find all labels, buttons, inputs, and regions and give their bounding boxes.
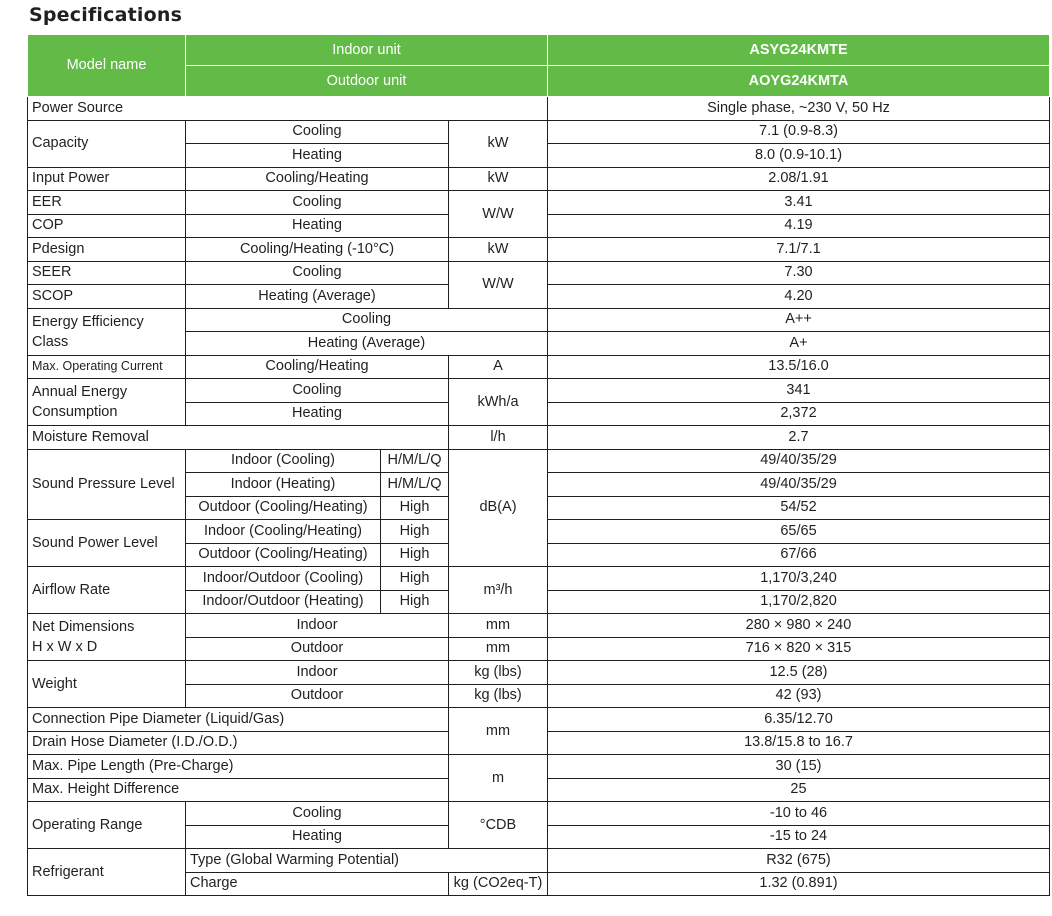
airflow-label: Airflow Rate	[28, 567, 186, 614]
annual-energy-label	[28, 379, 186, 426]
max-current-value: 13.5/16.0	[548, 355, 1050, 379]
seer-label: SEER	[28, 261, 186, 285]
weight-indoor-label: Indoor	[186, 661, 449, 685]
max-current-label: Max. Operating Current	[28, 355, 186, 379]
height-diff-value: 25	[548, 778, 1050, 802]
table-row	[28, 261, 1050, 285]
table-row	[28, 379, 1050, 403]
pdesign-value: 7.1/7.1	[548, 238, 1050, 262]
table-row	[28, 120, 1050, 144]
spl-r1-mode: Indoor (Cooling)	[186, 449, 381, 473]
seer-value: 7.30	[548, 261, 1050, 285]
weight-outdoor-unit: kg (lbs)	[449, 684, 548, 708]
model-name-label: Model name	[28, 35, 186, 97]
energy-class-heating-label: Heating (Average)	[186, 332, 548, 356]
eer-cop-unit: W/W	[449, 191, 548, 238]
table-row	[28, 849, 1050, 873]
table-row	[28, 614, 1050, 638]
eer-mode: Cooling	[186, 191, 449, 215]
spl-r2-mode: Indoor (Heating)	[186, 473, 381, 497]
height-diff-label: Max. Height Difference	[28, 778, 449, 802]
capacity-label: Capacity	[28, 120, 186, 167]
capacity-unit: kW	[449, 120, 548, 167]
table-row	[28, 449, 1050, 473]
outdoor-unit-label: Outdoor unit	[186, 66, 548, 97]
page-title: Specifications	[29, 4, 183, 26]
spl-r1-level: H/M/L/Q	[381, 449, 449, 473]
table-row	[28, 567, 1050, 591]
input-power-unit: kW	[449, 167, 548, 191]
dimensions-indoor-label: Indoor	[186, 614, 449, 638]
airflow-r1-value: 1,170/3,240	[548, 567, 1050, 591]
airflow-unit: m³/h	[449, 567, 548, 614]
swl-r2-value: 67/66	[548, 543, 1050, 567]
energy-class-label-line2: Class	[32, 333, 69, 350]
indoor-unit-label: Indoor unit	[186, 35, 548, 66]
table-row	[28, 755, 1050, 779]
pdesign-unit: kW	[449, 238, 548, 262]
operating-range-unit: °CDB	[449, 802, 548, 849]
airflow-r2-value: 1,170/2,820	[548, 590, 1050, 614]
input-power-mode: Cooling/Heating	[186, 167, 449, 191]
airflow-r1-level: High	[381, 567, 449, 591]
operating-range-cooling-value: -10 to 46	[548, 802, 1050, 826]
outdoor-model-value: AOYG24KMTA	[548, 66, 1050, 97]
dimensions-outdoor-unit: mm	[449, 637, 548, 661]
table-row	[28, 661, 1050, 685]
energy-class-heating-value: A+	[548, 332, 1050, 356]
table-row	[28, 355, 1050, 379]
energy-class-label	[28, 308, 186, 355]
power-source-label: Power Source	[28, 97, 548, 121]
table-row	[28, 708, 1050, 732]
table-row	[28, 167, 1050, 191]
swl-r2-mode: Outdoor (Cooling/Heating)	[186, 543, 381, 567]
scop-label: SCOP	[28, 285, 186, 309]
refrigerant-type-value: R32 (675)	[548, 849, 1050, 873]
spl-r1-value: 49/40/35/29	[548, 449, 1050, 473]
swl-r1-mode: Indoor (Cooling/Heating)	[186, 520, 381, 544]
refrigerant-type-label: Type (Global Warming Potential)	[186, 849, 548, 873]
refrigerant-charge-unit: kg (CO2eq-T)	[449, 872, 548, 896]
annual-energy-cooling-label: Cooling	[186, 379, 449, 403]
drain-hose-label: Drain Hose Diameter (I.D./O.D.)	[28, 731, 449, 755]
spl-r2-value: 49/40/35/29	[548, 473, 1050, 497]
weight-indoor-unit: kg (lbs)	[449, 661, 548, 685]
input-power-value: 2.08/1.91	[548, 167, 1050, 191]
airflow-r1-mode: Indoor/Outdoor (Cooling)	[186, 567, 381, 591]
max-current-unit: A	[449, 355, 548, 379]
seer-scop-unit: W/W	[449, 261, 548, 308]
eer-label: EER	[28, 191, 186, 215]
refrigerant-charge-label: Charge	[186, 872, 449, 896]
indoor-model-value: ASYG24KMTE	[548, 35, 1050, 66]
weight-indoor-value: 12.5 (28)	[548, 661, 1050, 685]
refrigerant-label: Refrigerant	[28, 849, 186, 896]
annual-energy-heating-label: Heating	[186, 402, 449, 426]
sound-unit: dB(A)	[449, 449, 548, 567]
operating-range-label: Operating Range	[28, 802, 186, 849]
pipe-diameter-value: 6.35/12.70	[548, 708, 1050, 732]
weight-outdoor-value: 42 (93)	[548, 684, 1050, 708]
table-row	[28, 308, 1050, 332]
capacity-cooling-label: Cooling	[186, 120, 449, 144]
swl-r1-value: 65/65	[548, 520, 1050, 544]
table-row	[28, 97, 1050, 121]
spl-label: Sound Pressure Level	[28, 449, 186, 520]
dimensions-label	[28, 614, 186, 661]
operating-range-heating-label: Heating	[186, 825, 449, 849]
spl-r3-mode: Outdoor (Cooling/Heating)	[186, 496, 381, 520]
energy-class-cooling-value: A++	[548, 308, 1050, 332]
dimensions-label-line1: Net Dimensions	[32, 619, 135, 635]
eer-value: 3.41	[548, 191, 1050, 215]
pipe-diameter-label: Connection Pipe Diameter (Liquid/Gas)	[28, 708, 449, 732]
header-row-indoor	[28, 35, 1050, 66]
annual-energy-heating-value: 2,372	[548, 402, 1050, 426]
drain-hose-value: 13.8/15.8 to 16.7	[548, 731, 1050, 755]
pdesign-label: Pdesign	[28, 238, 186, 262]
weight-outdoor-label: Outdoor	[186, 684, 449, 708]
dimensions-outdoor-value: 716 × 820 × 315	[548, 637, 1050, 661]
pipe-unit: mm	[449, 708, 548, 755]
capacity-heating-label: Heating	[186, 144, 449, 168]
refrigerant-charge-value: 1.32 (0.891)	[548, 872, 1050, 896]
capacity-cooling-value: 7.1 (0.9-8.3)	[548, 120, 1050, 144]
capacity-heating-value: 8.0 (0.9-10.1)	[548, 144, 1050, 168]
moisture-unit: l/h	[449, 426, 548, 450]
moisture-value: 2.7	[548, 426, 1050, 450]
dimensions-outdoor-label: Outdoor	[186, 637, 449, 661]
table-row	[28, 802, 1050, 826]
pipe-length-value: 30 (15)	[548, 755, 1050, 779]
input-power-label: Input Power	[28, 167, 186, 191]
cop-value: 4.19	[548, 214, 1050, 238]
operating-range-cooling-label: Cooling	[186, 802, 449, 826]
spl-r3-value: 54/52	[548, 496, 1050, 520]
pdesign-mode: Cooling/Heating (-10°C)	[186, 238, 449, 262]
weight-label: Weight	[28, 661, 186, 708]
table-row	[28, 238, 1050, 262]
annual-energy-cooling-value: 341	[548, 379, 1050, 403]
dimensions-label-line2: H x W x D	[32, 639, 98, 655]
moisture-label: Moisture Removal	[28, 426, 449, 450]
length-unit: m	[449, 755, 548, 802]
scop-mode: Heating (Average)	[186, 285, 449, 309]
airflow-r2-level: High	[381, 590, 449, 614]
annual-energy-label-line1: Annual Energy	[32, 384, 128, 400]
annual-energy-unit: kWh/a	[449, 379, 548, 426]
swl-label: Sound Power Level	[28, 520, 186, 567]
swl-r2-level: High	[381, 543, 449, 567]
dimensions-indoor-unit: mm	[449, 614, 548, 638]
energy-class-label-line1: Energy Efficiency	[32, 313, 144, 330]
cop-label: COP	[28, 214, 186, 238]
cop-mode: Heating	[186, 214, 449, 238]
spl-r2-level: H/M/L/Q	[381, 473, 449, 497]
table-row	[28, 426, 1050, 450]
max-current-mode: Cooling/Heating	[186, 355, 449, 379]
spl-r3-level: High	[381, 496, 449, 520]
scop-value: 4.20	[548, 285, 1050, 309]
seer-mode: Cooling	[186, 261, 449, 285]
annual-energy-label-line2: Consumption	[32, 404, 118, 420]
swl-r1-level: High	[381, 520, 449, 544]
operating-range-heating-value: -15 to 24	[548, 825, 1050, 849]
dimensions-indoor-value: 280 × 980 × 240	[548, 614, 1050, 638]
specifications-table	[27, 34, 1050, 896]
power-source-value: Single phase, ~230 V, 50 Hz	[548, 97, 1050, 121]
pipe-length-label: Max. Pipe Length (Pre-Charge)	[28, 755, 449, 779]
energy-class-cooling-label: Cooling	[186, 308, 548, 332]
table-row	[28, 191, 1050, 215]
airflow-r2-mode: Indoor/Outdoor (Heating)	[186, 590, 381, 614]
